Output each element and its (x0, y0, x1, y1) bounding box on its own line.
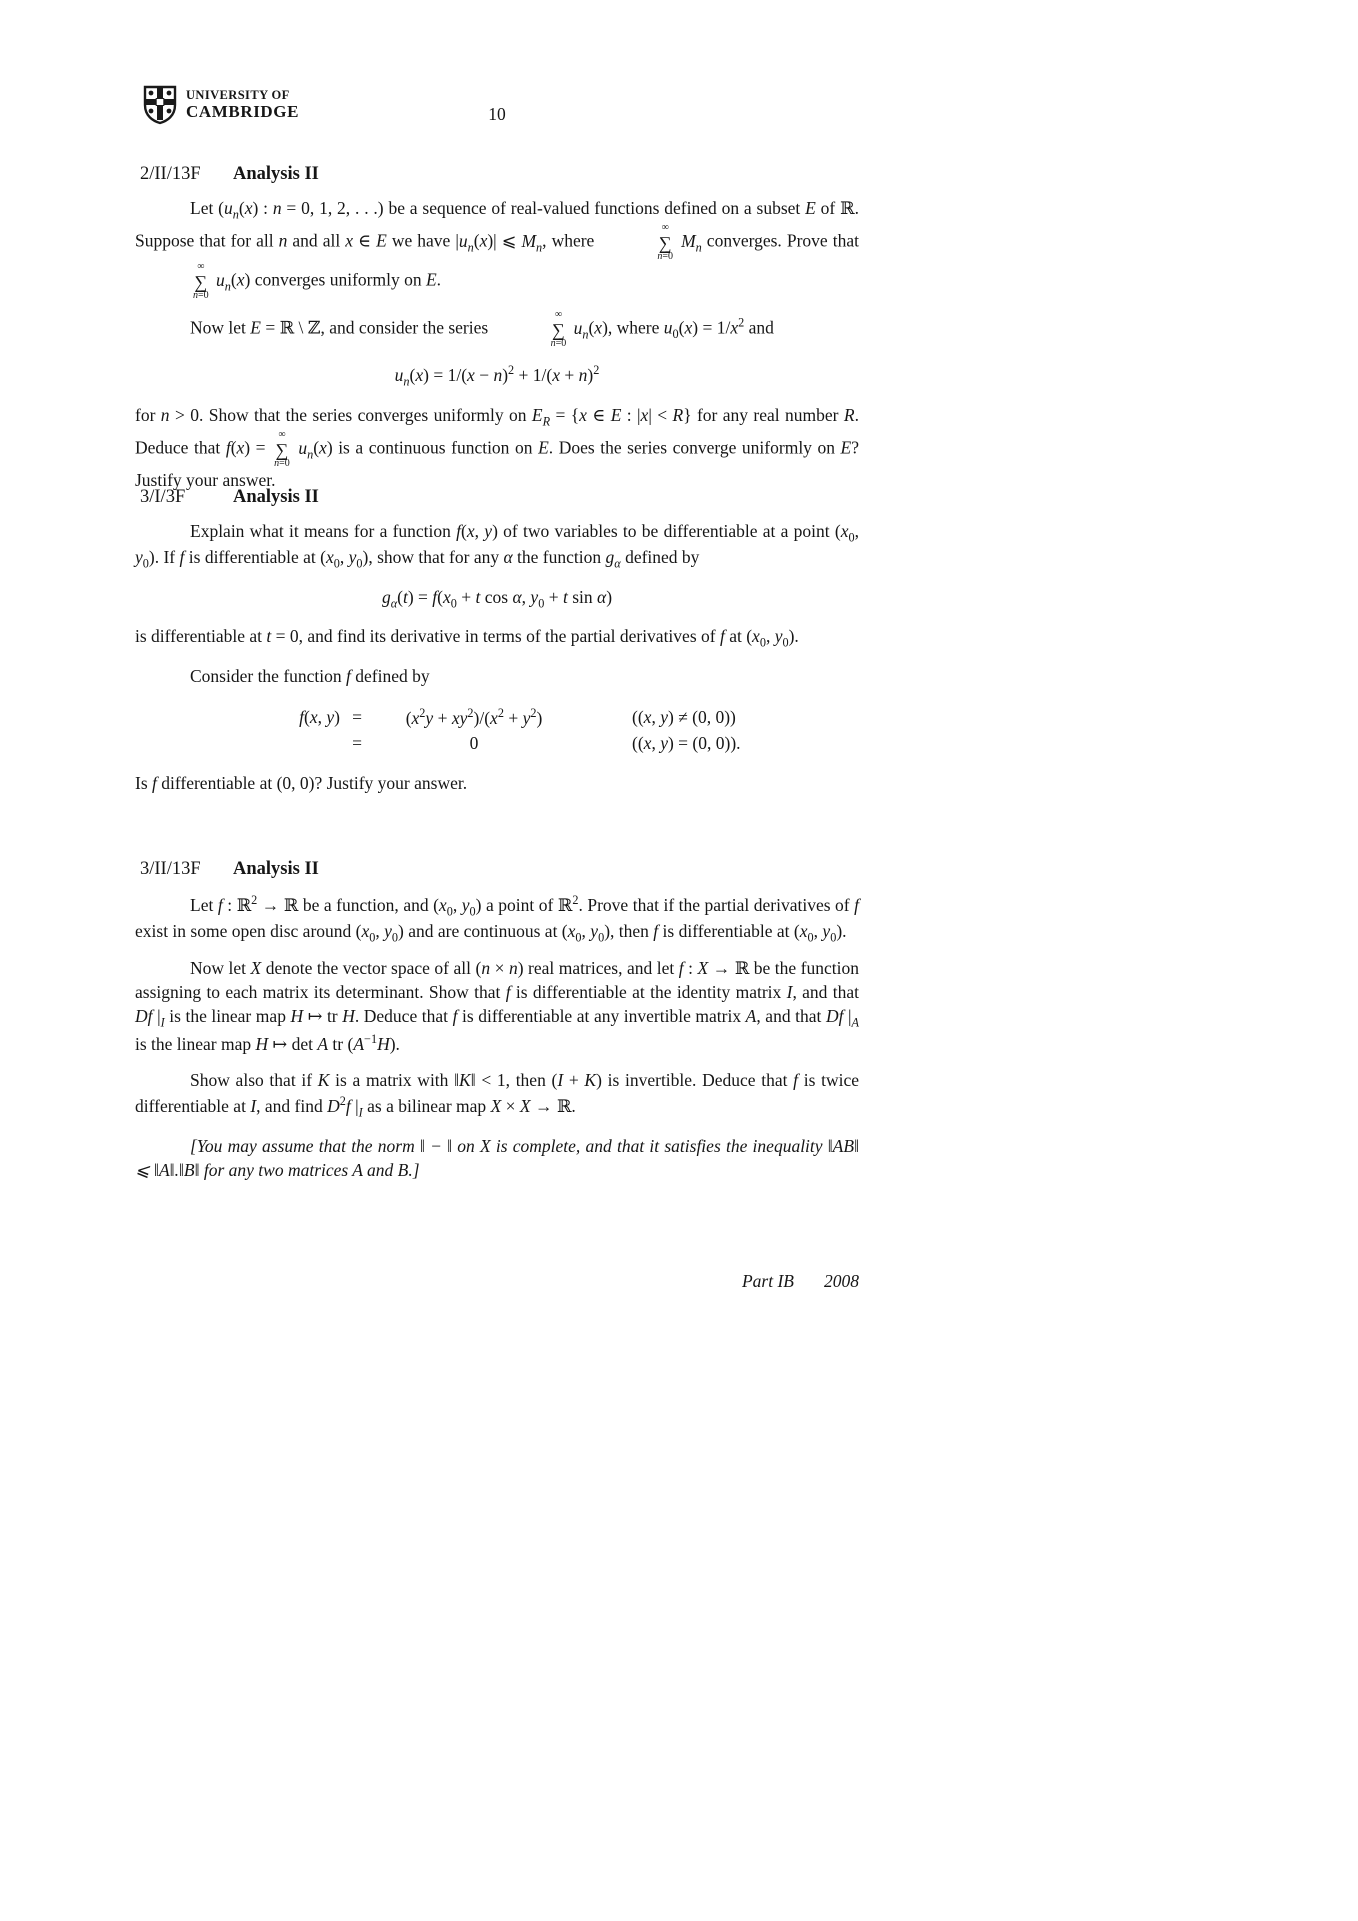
question-heading (135, 163, 859, 185)
paragraph: Is f differentiable at (0, 0)? Justify your answer. (135, 773, 468, 794)
paragraph: Now let E = ℝ \ ℤ, and consider the series ∞ ∑ n=0 $u_n(x)$, where $u_0(x) = 1/x^2$ and (190, 309, 774, 349)
page-footer (742, 1271, 859, 1292)
question-code: 2/II/13F (140, 164, 201, 184)
question-3-I-3F (135, 486, 859, 796)
paragraph: is differentiable at t = 0, and find its derivative in terms of the partial derivatives of f at ($x_0$, $y_0$). (135, 626, 799, 650)
question-code: 3/I/3F (140, 487, 186, 507)
piecewise-expression: 0 (469, 732, 479, 753)
paragraph: for n > 0. Show that the series converges uniformly on $E_R = \{x$ ∈ E : |x| < R} for any real number R. Deduce that f(x) = ∞ ∑ n=0 $u_n(x)$ is a continuous function on E. Does the series converge uniformly on E? Justify your answer. (135, 404, 860, 491)
piecewise-row (262, 705, 859, 731)
question-title: Analysis II (233, 859, 319, 879)
piecewise-condition: ((x, y) ≠ (0, 0)) (632, 707, 736, 728)
paragraph: Now let X denote the vector space of all (n × n) real matrices, and let f : X → ℝ be the function assigning to each matrix its determinant. Show that f is differentiable at the identity matrix I, and that Df $|_I$ is the linear map H ↦ tr H. Deduce that f is differentiable at any invertible matrix A, and that Df $|_A$ is the linear map H ↦ det A tr $(A^{-1}H)$. (135, 957, 860, 1054)
university-of-text: UNIVERSITY OF (186, 88, 290, 103)
question-2-II-13F (135, 163, 859, 493)
question-3-II-13F (135, 858, 859, 1183)
page-number: 10 (488, 104, 506, 124)
piecewise-row (262, 731, 859, 756)
paragraph: Let f : ℝ$^2$ → ℝ be a function, and ($x_0$, $y_0$) a point of ℝ$^2$. Prove that if the partial derivatives of f exist in some open disc around ($x_0$, $y_0$) and are continuous at ($x_0$, $y_0$), then f is differentiable at ($x_0$, $y_0$). (135, 893, 859, 945)
question-heading (135, 858, 859, 880)
cambridge-text: CAMBRIDGE (186, 102, 300, 122)
assumption-note: [You may assume that the norm ‖ − ‖ on X is complete, and that it satisfies the inequality ‖AB‖ ⩽ ‖A‖.‖B‖ for any two matrices A and B.] (135, 1135, 859, 1180)
paragraph: Consider the function f defined by (190, 665, 430, 686)
question-title: Analysis II (233, 164, 319, 184)
equation-g-alpha: $g_\alpha(t) = f(x_0 + t$ cos α, $y_0 + t$ sin α) (381, 586, 613, 611)
piecewise-condition: ((x, y) = (0, 0)). (632, 732, 741, 753)
piecewise-lhs: f(x, y) (299, 707, 340, 728)
piecewise-definition (262, 705, 859, 757)
question-code: 3/II/13F (140, 859, 201, 879)
paragraph: Explain what it means for a function f(x, y) of two variables to be differentiable at a point ($x_0$, $y_0$). If f is differentiable at ($x_0$, $y_0$), show that for any α the function $g_\alpha$ defined by (135, 521, 860, 571)
content-column (135, 0, 859, 1921)
equals-sign: = (352, 707, 362, 728)
paragraph: Show also that if K is a matrix with ‖K‖ < 1, then (I + K) is invertible. Deduce that f is twice differentiable at I, and find $D^2f$ $|_I$ as a bilinear map X × X → ℝ. (135, 1069, 859, 1119)
equals-sign: = (352, 732, 362, 753)
question-heading (135, 486, 859, 508)
footer-part-label: Part IB (741, 1271, 794, 1291)
footer-year: 2008 (824, 1271, 859, 1291)
paragraph: Let ($u_n(x)$ : n = 0, 1, 2, . . .) be a sequence of real-valued functions defined on a subset E of ℝ. Suppose that for all n and all x ∈ E we have $|u_n(x)|$ ⩽ $M_n$, where ∞ ∑ n=0 $M_n$ converges. Prove that ∞ ∑ n=0 $u_n(x)$ converges uniformly on E. (135, 198, 859, 301)
equation-un: $u_n(x) = 1/(x - n)^2 + 1/(x + n)^2$ (394, 363, 600, 389)
piecewise-expression: $(x^2y + xy^2)/(x^2 + y^2)$ (405, 705, 543, 728)
question-title: Analysis II (233, 487, 319, 507)
